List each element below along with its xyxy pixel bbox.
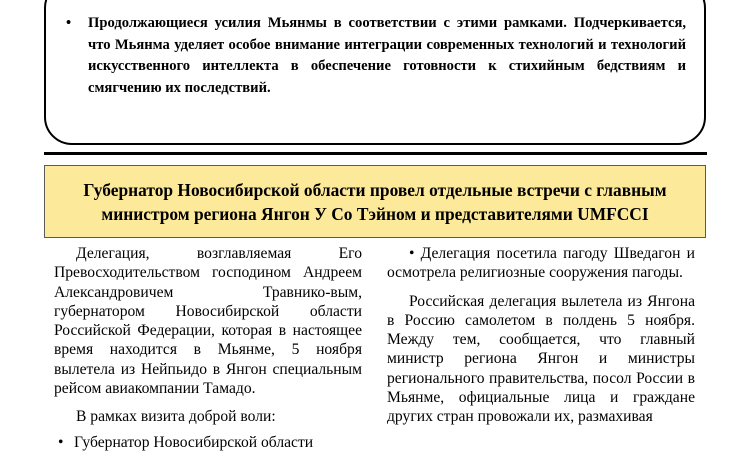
article-headline: [67, 178, 682, 226]
article-column-right: [387, 244, 695, 427]
headline-line-2: министром региона Янгон У Со Тэйном и представителями UMFCCI: [101, 203, 649, 224]
highlight-text: Продолжающиеся усилия Мьянмы в соответствии с этими рамками. Подчеркивается, что Мьянма уделяет особое внимание интеграции современных технологий и технологий искусственного интеллекта в обеспечение готовности к стихийным бедствиям и смягчению их последствий.: [88, 15, 686, 96]
bullet-text: Губернатор Новосибирской области: [74, 433, 314, 451]
article-column-left: [54, 244, 362, 452]
bullet-icon: •: [58, 433, 64, 451]
paragraph: В рамках визита доброй воли:: [76, 408, 276, 426]
bullet-paragraph: • Делегация посетила пагоду Шведагон и осмотрела религиозные сооружения пагоды.: [387, 245, 695, 282]
highlight-list-item: [66, 13, 686, 99]
section-divider: [44, 152, 707, 155]
article-headline-box: [44, 165, 706, 238]
bullet-paragraph: [54, 433, 362, 452]
highlight-box: [44, 0, 706, 145]
paragraph: Российская делегация вылетела из Янгона в Россию самолетом в полдень 5 ноября. Между тем, сообщается, что главный министр региона Янгон и министры регионального правительства, посол России в Мьянме, официальные лица и граждане других стран провожали их, размахивая: [387, 292, 695, 426]
headline-line-1: Губернатор Новосибирской области провел отдельные встречи с главным: [83, 179, 667, 200]
bullet-icon: •: [66, 15, 72, 31]
paragraph: Делегация, возглавляемая Его Превосходительством господином Андреем Александровичем Травнико-вым, губернатором Новосибирской области Российской Федерации, которая в настоящее время находится в Мьянме, 5 ноября вылетела из Нейпьидо в Янгон специальным рейсом авиакомпании Тамадо.: [54, 245, 362, 398]
